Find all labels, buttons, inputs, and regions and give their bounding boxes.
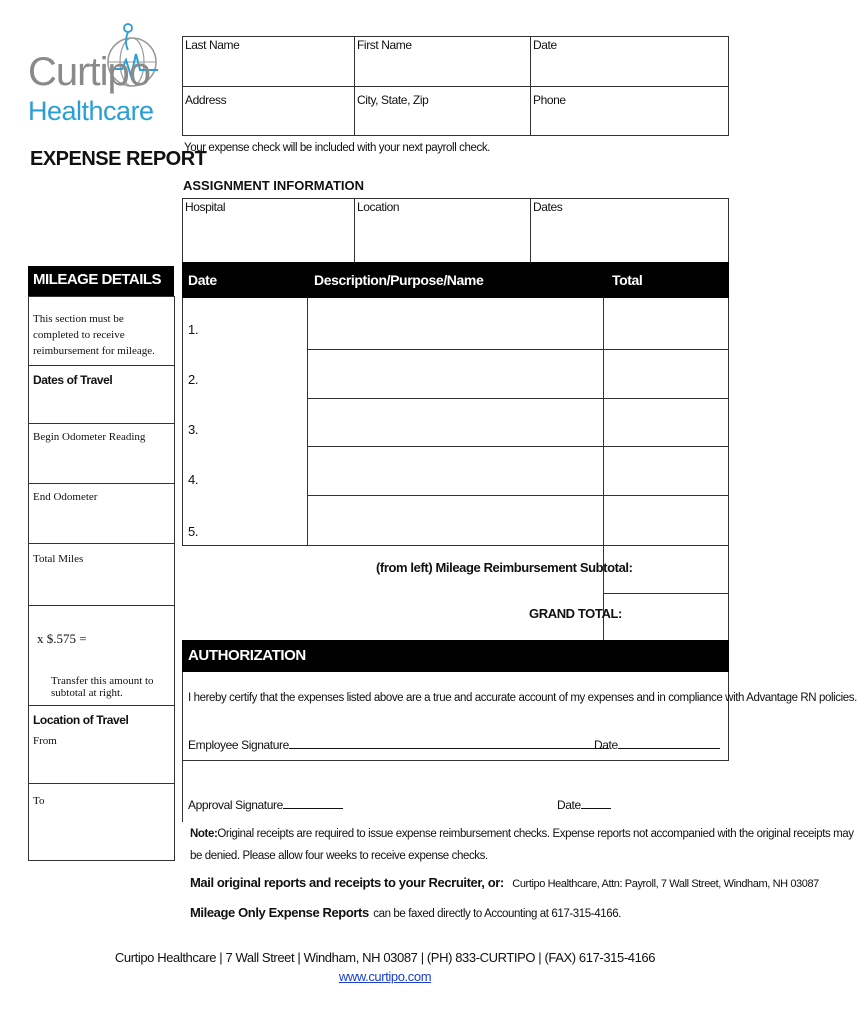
employee-date-field[interactable]: Date bbox=[594, 736, 720, 752]
footer-website-container bbox=[0, 969, 770, 984]
assignment-heading: ASSIGNMENT INFORMATION bbox=[183, 178, 365, 193]
payroll-note: Your expense check will be included with your next payroll check. bbox=[184, 142, 490, 154]
dates-of-travel-label[interactable]: Dates of Travel bbox=[33, 373, 113, 387]
expense-table-header bbox=[182, 262, 729, 298]
website-link[interactable]: www.curtipo.com bbox=[338, 969, 432, 984]
total-miles-label[interactable]: Total Miles bbox=[33, 553, 84, 565]
mileage-intro: This section must be completed to receive reimbursement for mileage. bbox=[33, 313, 155, 357]
date-field[interactable]: Date bbox=[533, 38, 557, 52]
to-field[interactable]: To bbox=[33, 795, 45, 807]
logo-text-curtipo: Curtipo bbox=[28, 50, 150, 94]
mail-instructions: Mail original reports and receipts to your Recruiter, or: Curtipo Healthcare, Attn: Payroll, 7 Wall Street, Windham, NH 03087 bbox=[190, 875, 819, 890]
expense-row-4[interactable]: 4. bbox=[188, 472, 199, 487]
approval-signature-field[interactable]: Approval Signature bbox=[188, 796, 343, 812]
fax-instructions: Mileage Only Expense Reports can be faxed directly to Accounting at 617-315-4166. bbox=[190, 905, 621, 920]
city-state-zip-field[interactable]: City, State, Zip bbox=[357, 93, 429, 107]
mileage-rate: x $.575 = bbox=[37, 631, 87, 646]
footer-contact: Curtipo Healthcare | 7 Wall Street | Windham, NH 03087 | (PH) 833-CURTIPO | (FAX) 617-315-4166 bbox=[114, 950, 656, 965]
logo-text-healthcare: Healthcare bbox=[28, 96, 154, 126]
dates-field[interactable]: Dates bbox=[533, 200, 563, 214]
hospital-field[interactable]: Hospital bbox=[185, 200, 226, 214]
col-date: Date bbox=[188, 272, 217, 288]
col-description: Description/Purpose/Name bbox=[314, 272, 484, 288]
expense-row-5[interactable]: 5. bbox=[188, 524, 199, 539]
end-odometer-label[interactable]: End Odometer bbox=[33, 491, 98, 503]
expense-table-body bbox=[182, 298, 729, 546]
authorization-box bbox=[182, 672, 857, 822]
employee-signature-field[interactable]: Employee Signature bbox=[188, 736, 609, 752]
page-title: EXPENSE REPORT bbox=[30, 148, 207, 170]
last-name-field[interactable]: Last Name bbox=[185, 38, 240, 52]
assignment-grid bbox=[182, 198, 728, 262]
expense-row-3[interactable]: 3. bbox=[188, 422, 199, 437]
authorization-heading: AUTHORIZATION bbox=[182, 640, 729, 672]
expense-row-1[interactable]: 1. bbox=[188, 322, 199, 337]
phone-field[interactable]: Phone bbox=[533, 93, 566, 107]
certify-statement: I hereby certify that the expenses listed above are a true and accurate account of my expenses and in compliance with Advantage RN policies. bbox=[188, 692, 857, 704]
begin-odometer-label[interactable]: Begin Odometer Reading bbox=[33, 431, 146, 443]
approval-date-field[interactable]: Date bbox=[557, 796, 611, 812]
transfer-note: Transfer this amount to subtotal at right. bbox=[51, 675, 154, 699]
note-line-2: be denied. Please allow four weeks to receive expense checks. bbox=[190, 850, 488, 862]
note-line-1: Note:Original receipts are required to issue expense reimbursement checks. Expense reports not accompanied with the original receipts may bbox=[190, 828, 854, 840]
col-total: Total bbox=[612, 272, 643, 288]
address-field[interactable]: Address bbox=[185, 93, 227, 107]
mileage-subtotal-label: (from left) Mileage Reimbursement Subtotal: bbox=[376, 560, 633, 575]
location-of-travel-label: Location of Travel bbox=[33, 713, 129, 727]
expense-row-2[interactable]: 2. bbox=[188, 372, 199, 387]
location-field[interactable]: Location bbox=[357, 200, 400, 214]
first-name-field[interactable]: First Name bbox=[357, 38, 412, 52]
mileage-details-heading: MILEAGE DETAILS bbox=[28, 266, 174, 296]
personal-info-grid bbox=[182, 36, 728, 136]
grand-total-label: GRAND TOTAL: bbox=[529, 606, 622, 621]
from-field[interactable]: From bbox=[33, 735, 57, 747]
mileage-details-box bbox=[28, 296, 175, 861]
